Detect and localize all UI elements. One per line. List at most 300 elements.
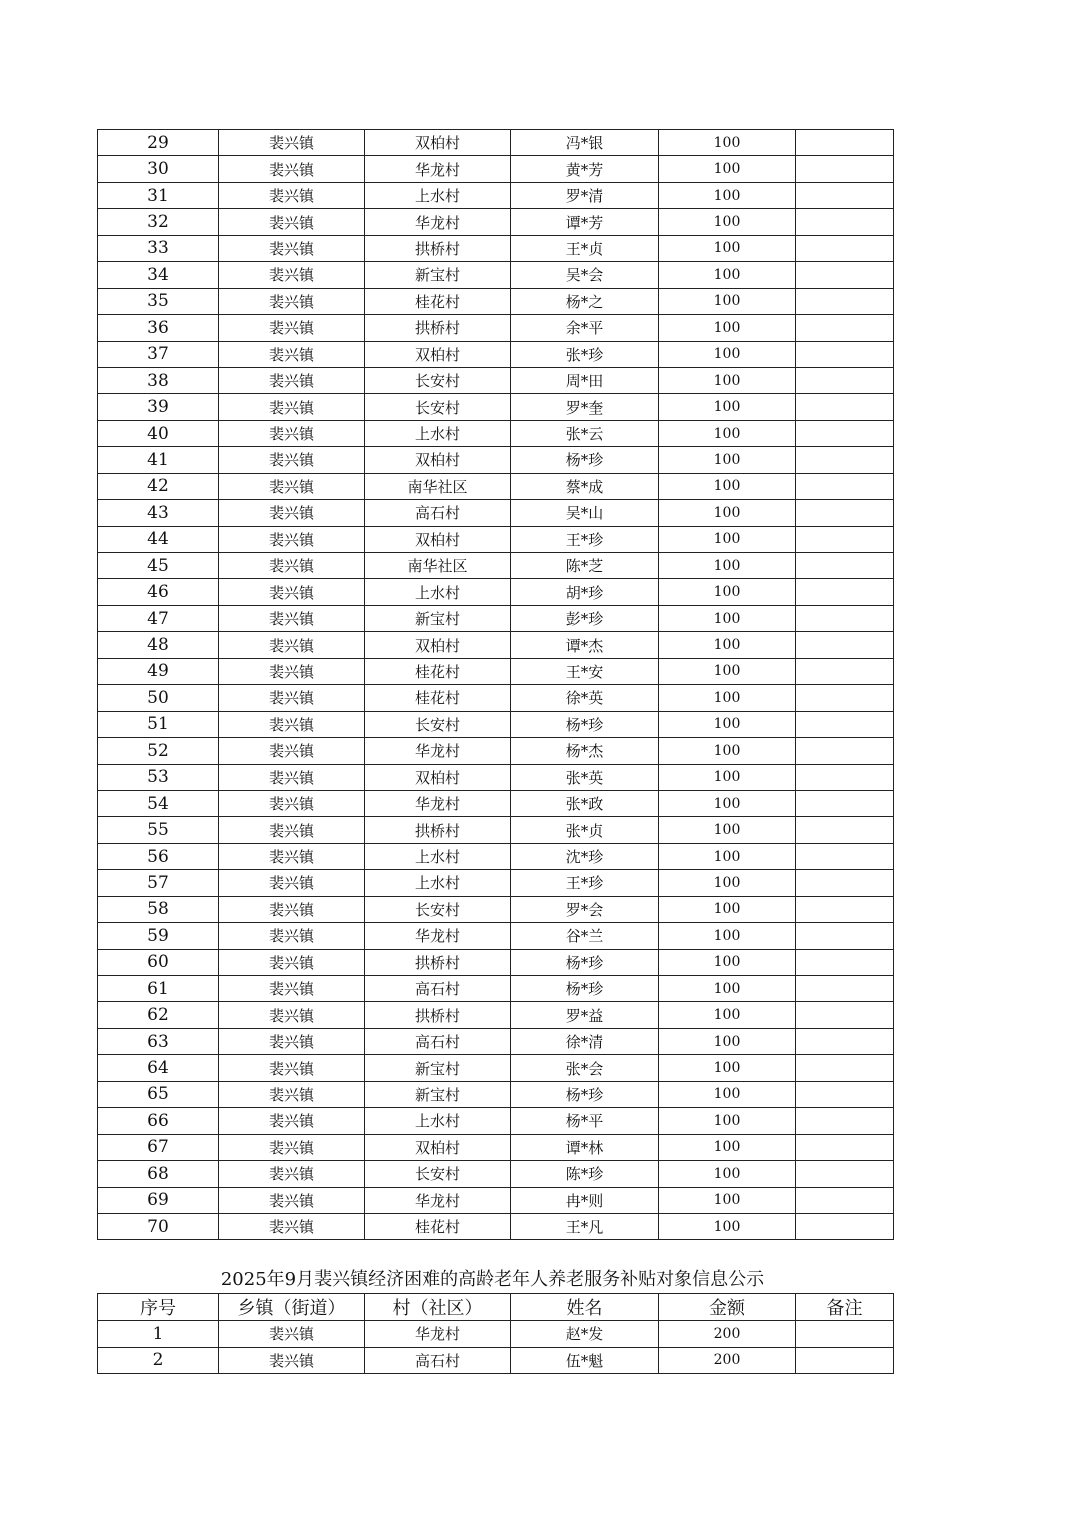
cell-note — [796, 579, 894, 605]
cell-note — [796, 1347, 894, 1374]
cell-amount: 100 — [659, 1002, 796, 1028]
cell-note — [796, 817, 894, 843]
cell-name: 谷*兰 — [511, 923, 659, 949]
subsidy-table-continued — [97, 129, 894, 1240]
cell-amount: 100 — [659, 1081, 796, 1107]
cell-name: 罗*清 — [511, 182, 659, 208]
table-row — [98, 1108, 894, 1134]
table-row — [98, 632, 894, 658]
cell-name: 杨*之 — [511, 288, 659, 314]
table-row — [98, 288, 894, 314]
cell-town: 裴兴镇 — [219, 658, 365, 684]
cell-town: 裴兴镇 — [219, 579, 365, 605]
cell-town: 裴兴镇 — [219, 870, 365, 896]
table-row — [98, 764, 894, 790]
cell-seq: 61 — [98, 976, 219, 1002]
cell-village: 长安村 — [365, 711, 511, 737]
cell-name: 陈*芝 — [511, 553, 659, 579]
cell-seq: 32 — [98, 209, 219, 235]
cell-name: 罗*奎 — [511, 394, 659, 420]
table-row — [98, 1161, 894, 1187]
cell-note — [796, 341, 894, 367]
table-row — [98, 1081, 894, 1107]
cell-village: 长安村 — [365, 367, 511, 393]
cell-amount: 100 — [659, 738, 796, 764]
cell-village: 新宝村 — [365, 1055, 511, 1081]
cell-amount: 100 — [659, 896, 796, 922]
cell-seq: 40 — [98, 420, 219, 446]
cell-town: 裴兴镇 — [219, 923, 365, 949]
cell-name: 胡*珍 — [511, 579, 659, 605]
cell-town: 裴兴镇 — [219, 632, 365, 658]
cell-town: 裴兴镇 — [219, 1134, 365, 1160]
cell-name: 杨*平 — [511, 1108, 659, 1134]
cell-note — [796, 711, 894, 737]
cell-town: 裴兴镇 — [219, 500, 365, 526]
cell-town: 裴兴镇 — [219, 738, 365, 764]
cell-name: 王*安 — [511, 658, 659, 684]
cell-note — [796, 367, 894, 393]
cell-note — [796, 447, 894, 473]
cell-note — [796, 790, 894, 816]
table-row — [98, 156, 894, 182]
cell-note — [796, 420, 894, 446]
cell-town: 裴兴镇 — [219, 1081, 365, 1107]
cell-note — [796, 923, 894, 949]
cell-amount: 100 — [659, 420, 796, 446]
table-row — [98, 447, 894, 473]
cell-town: 裴兴镇 — [219, 341, 365, 367]
cell-name: 黄*芳 — [511, 156, 659, 182]
table-row — [98, 1002, 894, 1028]
cell-name: 赵*发 — [511, 1321, 659, 1348]
cell-note — [796, 553, 894, 579]
cell-village: 拱桥村 — [365, 1002, 511, 1028]
table-row — [98, 341, 894, 367]
cell-seq: 58 — [98, 896, 219, 922]
cell-town: 裴兴镇 — [219, 1002, 365, 1028]
cell-name: 张*会 — [511, 1055, 659, 1081]
cell-seq: 35 — [98, 288, 219, 314]
cell-name: 蔡*成 — [511, 473, 659, 499]
cell-seq: 54 — [98, 790, 219, 816]
cell-name: 余*平 — [511, 315, 659, 341]
cell-seq: 45 — [98, 553, 219, 579]
cell-note — [796, 1108, 894, 1134]
table-row — [98, 1213, 894, 1239]
table-row — [98, 367, 894, 393]
table-row — [98, 315, 894, 341]
cell-seq: 63 — [98, 1028, 219, 1054]
cell-amount: 100 — [659, 605, 796, 631]
cell-amount: 100 — [659, 341, 796, 367]
cell-amount: 100 — [659, 632, 796, 658]
cell-note — [796, 1028, 894, 1054]
cell-amount: 100 — [659, 156, 796, 182]
cell-seq: 68 — [98, 1161, 219, 1187]
cell-town: 裴兴镇 — [219, 315, 365, 341]
cell-seq: 55 — [98, 817, 219, 843]
cell-name: 张*政 — [511, 790, 659, 816]
cell-seq: 34 — [98, 262, 219, 288]
cell-amount: 100 — [659, 182, 796, 208]
cell-name: 冯*银 — [511, 130, 659, 156]
cell-town: 裴兴镇 — [219, 473, 365, 499]
cell-note — [796, 288, 894, 314]
table-row — [98, 209, 894, 235]
table-row — [98, 1028, 894, 1054]
cell-amount: 200 — [659, 1347, 796, 1374]
cell-amount: 100 — [659, 209, 796, 235]
table-row — [98, 1134, 894, 1160]
cell-amount: 100 — [659, 288, 796, 314]
cell-seq: 47 — [98, 605, 219, 631]
cell-name: 杨*杰 — [511, 738, 659, 764]
cell-seq: 70 — [98, 1213, 219, 1239]
cell-note — [796, 1321, 894, 1348]
cell-note — [796, 632, 894, 658]
cell-village: 桂花村 — [365, 1213, 511, 1239]
cell-name: 伍*魁 — [511, 1347, 659, 1374]
cell-town: 裴兴镇 — [219, 526, 365, 552]
table-row — [98, 896, 894, 922]
table-row — [98, 130, 894, 156]
cell-village: 双柏村 — [365, 447, 511, 473]
cell-note — [796, 1187, 894, 1213]
table-row — [98, 500, 894, 526]
cell-seq: 62 — [98, 1002, 219, 1028]
cell-village: 华龙村 — [365, 156, 511, 182]
cell-seq: 1 — [98, 1321, 219, 1348]
cell-name: 陈*珍 — [511, 1161, 659, 1187]
table-row — [98, 1321, 894, 1348]
cell-village: 上水村 — [365, 579, 511, 605]
cell-town: 裴兴镇 — [219, 605, 365, 631]
cell-town: 裴兴镇 — [219, 156, 365, 182]
cell-name: 冉*则 — [511, 1187, 659, 1213]
cell-seq: 30 — [98, 156, 219, 182]
cell-town: 裴兴镇 — [219, 976, 365, 1002]
cell-seq: 44 — [98, 526, 219, 552]
cell-town: 裴兴镇 — [219, 420, 365, 446]
cell-seq: 38 — [98, 367, 219, 393]
cell-village: 华龙村 — [365, 1321, 511, 1348]
cell-amount: 100 — [659, 1055, 796, 1081]
header-town: 乡镇（街道） — [219, 1294, 365, 1321]
table-row — [98, 1347, 894, 1374]
cell-village: 新宝村 — [365, 605, 511, 631]
cell-name: 杨*珍 — [511, 447, 659, 473]
header-row — [98, 1294, 894, 1321]
cell-note — [796, 1134, 894, 1160]
cell-seq: 43 — [98, 500, 219, 526]
table-row — [98, 235, 894, 261]
cell-amount: 100 — [659, 1187, 796, 1213]
cell-amount: 100 — [659, 130, 796, 156]
cell-village: 桂花村 — [365, 685, 511, 711]
table-row — [98, 605, 894, 631]
cell-note — [796, 1081, 894, 1107]
cell-name: 徐*清 — [511, 1028, 659, 1054]
cell-seq: 66 — [98, 1108, 219, 1134]
cell-town: 裴兴镇 — [219, 553, 365, 579]
cell-name: 杨*珍 — [511, 976, 659, 1002]
cell-seq: 53 — [98, 764, 219, 790]
cell-seq: 29 — [98, 130, 219, 156]
cell-village: 双柏村 — [365, 764, 511, 790]
cell-name: 谭*芳 — [511, 209, 659, 235]
cell-name: 吴*会 — [511, 262, 659, 288]
cell-name: 张*英 — [511, 764, 659, 790]
cell-note — [796, 315, 894, 341]
cell-note — [796, 896, 894, 922]
cell-amount: 100 — [659, 553, 796, 579]
cell-name: 王*贞 — [511, 235, 659, 261]
header-amount: 金额 — [659, 1294, 796, 1321]
cell-amount: 100 — [659, 526, 796, 552]
cell-note — [796, 1161, 894, 1187]
cell-village: 双柏村 — [365, 341, 511, 367]
cell-village: 拱桥村 — [365, 315, 511, 341]
cell-seq: 39 — [98, 394, 219, 420]
cell-name: 周*田 — [511, 367, 659, 393]
cell-name: 王*珍 — [511, 526, 659, 552]
cell-town: 裴兴镇 — [219, 1108, 365, 1134]
cell-note — [796, 500, 894, 526]
cell-amount: 100 — [659, 394, 796, 420]
cell-town: 裴兴镇 — [219, 367, 365, 393]
cell-town: 裴兴镇 — [219, 1161, 365, 1187]
cell-amount: 100 — [659, 923, 796, 949]
cell-amount: 100 — [659, 315, 796, 341]
table-row — [98, 976, 894, 1002]
cell-town: 裴兴镇 — [219, 447, 365, 473]
cell-village: 上水村 — [365, 843, 511, 869]
cell-name: 吴*山 — [511, 500, 659, 526]
cell-amount: 100 — [659, 764, 796, 790]
cell-village: 新宝村 — [365, 1081, 511, 1107]
table-row — [98, 870, 894, 896]
cell-seq: 60 — [98, 949, 219, 975]
cell-village: 拱桥村 — [365, 235, 511, 261]
table-row — [98, 949, 894, 975]
cell-town: 裴兴镇 — [219, 1055, 365, 1081]
cell-note — [796, 1002, 894, 1028]
cell-town: 裴兴镇 — [219, 843, 365, 869]
subsidy-table-200 — [97, 1293, 894, 1374]
cell-amount: 100 — [659, 367, 796, 393]
cell-seq: 49 — [98, 658, 219, 684]
cell-note — [796, 976, 894, 1002]
cell-amount: 100 — [659, 817, 796, 843]
cell-town: 裴兴镇 — [219, 896, 365, 922]
cell-name: 彭*珍 — [511, 605, 659, 631]
cell-note — [796, 605, 894, 631]
cell-name: 杨*珍 — [511, 1081, 659, 1107]
cell-note — [796, 394, 894, 420]
table-row — [98, 658, 894, 684]
cell-note — [796, 1055, 894, 1081]
cell-village: 上水村 — [365, 870, 511, 896]
cell-town: 裴兴镇 — [219, 711, 365, 737]
cell-amount: 100 — [659, 976, 796, 1002]
cell-note — [796, 949, 894, 975]
cell-name: 张*珍 — [511, 341, 659, 367]
cell-village: 南华社区 — [365, 553, 511, 579]
cell-note — [796, 685, 894, 711]
cell-village: 长安村 — [365, 896, 511, 922]
cell-village: 上水村 — [365, 1108, 511, 1134]
cell-town: 裴兴镇 — [219, 394, 365, 420]
cell-amount: 100 — [659, 870, 796, 896]
cell-town: 裴兴镇 — [219, 288, 365, 314]
cell-note — [796, 182, 894, 208]
cell-village: 双柏村 — [365, 1134, 511, 1160]
cell-amount: 100 — [659, 790, 796, 816]
cell-village: 华龙村 — [365, 209, 511, 235]
cell-seq: 59 — [98, 923, 219, 949]
cell-seq: 48 — [98, 632, 219, 658]
cell-village: 桂花村 — [365, 288, 511, 314]
table-row — [98, 923, 894, 949]
cell-amount: 100 — [659, 235, 796, 261]
cell-town: 裴兴镇 — [219, 209, 365, 235]
cell-seq: 36 — [98, 315, 219, 341]
cell-village: 华龙村 — [365, 790, 511, 816]
cell-village: 拱桥村 — [365, 949, 511, 975]
cell-seq: 42 — [98, 473, 219, 499]
cell-town: 裴兴镇 — [219, 949, 365, 975]
cell-seq: 56 — [98, 843, 219, 869]
cell-amount: 100 — [659, 1213, 796, 1239]
cell-amount: 100 — [659, 949, 796, 975]
cell-village: 华龙村 — [365, 738, 511, 764]
cell-town: 裴兴镇 — [219, 764, 365, 790]
cell-village: 华龙村 — [365, 1187, 511, 1213]
cell-village: 新宝村 — [365, 262, 511, 288]
cell-note — [796, 870, 894, 896]
cell-note — [796, 526, 894, 552]
cell-name: 张*云 — [511, 420, 659, 446]
table-body — [98, 130, 894, 1240]
cell-note — [796, 262, 894, 288]
table-row — [98, 1055, 894, 1081]
cell-village: 高石村 — [365, 1347, 511, 1374]
cell-seq: 33 — [98, 235, 219, 261]
cell-seq: 67 — [98, 1134, 219, 1160]
cell-town: 裴兴镇 — [219, 262, 365, 288]
cell-name: 张*贞 — [511, 817, 659, 843]
cell-seq: 50 — [98, 685, 219, 711]
cell-town: 裴兴镇 — [219, 1347, 365, 1374]
table-row — [98, 685, 894, 711]
cell-note — [796, 473, 894, 499]
cell-seq: 57 — [98, 870, 219, 896]
cell-name: 罗*益 — [511, 1002, 659, 1028]
cell-town: 裴兴镇 — [219, 817, 365, 843]
cell-name: 杨*珍 — [511, 949, 659, 975]
cell-town: 裴兴镇 — [219, 235, 365, 261]
cell-village: 双柏村 — [365, 632, 511, 658]
cell-name: 罗*会 — [511, 896, 659, 922]
cell-seq: 41 — [98, 447, 219, 473]
table-row — [98, 738, 894, 764]
header-note: 备注 — [796, 1294, 894, 1321]
cell-village: 双柏村 — [365, 526, 511, 552]
cell-amount: 100 — [659, 658, 796, 684]
cell-amount: 100 — [659, 500, 796, 526]
cell-name: 沈*珍 — [511, 843, 659, 869]
cell-note — [796, 764, 894, 790]
cell-seq: 2 — [98, 1347, 219, 1374]
table-row — [98, 790, 894, 816]
cell-amount: 100 — [659, 447, 796, 473]
section-title: 2025年9月裴兴镇经济困难的高龄老年人养老服务补贴对象信息公示 — [220, 1269, 765, 1290]
cell-village: 双柏村 — [365, 130, 511, 156]
cell-village: 拱桥村 — [365, 817, 511, 843]
table-row — [98, 843, 894, 869]
cell-name: 谭*杰 — [511, 632, 659, 658]
cell-name: 王*珍 — [511, 870, 659, 896]
cell-amount: 100 — [659, 711, 796, 737]
cell-amount: 100 — [659, 579, 796, 605]
table-row — [98, 1187, 894, 1213]
cell-town: 裴兴镇 — [219, 182, 365, 208]
header-name: 姓名 — [511, 1294, 659, 1321]
table-row — [98, 579, 894, 605]
table-row — [98, 817, 894, 843]
table-row — [98, 553, 894, 579]
cell-seq: 31 — [98, 182, 219, 208]
table-row — [98, 473, 894, 499]
cell-amount: 100 — [659, 843, 796, 869]
cell-amount: 100 — [659, 1108, 796, 1134]
cell-village: 高石村 — [365, 976, 511, 1002]
table-row — [98, 526, 894, 552]
cell-amount: 200 — [659, 1321, 796, 1348]
cell-amount: 100 — [659, 262, 796, 288]
cell-seq: 65 — [98, 1081, 219, 1107]
cell-town: 裴兴镇 — [219, 1213, 365, 1239]
header-village: 村（社区） — [365, 1294, 511, 1321]
table-row — [98, 420, 894, 446]
cell-name: 徐*英 — [511, 685, 659, 711]
cell-village: 上水村 — [365, 182, 511, 208]
cell-village: 南华社区 — [365, 473, 511, 499]
table-row — [98, 182, 894, 208]
cell-seq: 52 — [98, 738, 219, 764]
cell-village: 上水村 — [365, 420, 511, 446]
cell-seq: 37 — [98, 341, 219, 367]
cell-amount: 100 — [659, 1161, 796, 1187]
cell-note — [796, 738, 894, 764]
cell-town: 裴兴镇 — [219, 1028, 365, 1054]
cell-village: 长安村 — [365, 394, 511, 420]
cell-note — [796, 235, 894, 261]
cell-note — [796, 156, 894, 182]
cell-seq: 46 — [98, 579, 219, 605]
table-row — [98, 711, 894, 737]
cell-amount: 100 — [659, 1134, 796, 1160]
cell-seq: 69 — [98, 1187, 219, 1213]
cell-town: 裴兴镇 — [219, 790, 365, 816]
cell-name: 谭*林 — [511, 1134, 659, 1160]
cell-amount: 100 — [659, 685, 796, 711]
cell-amount: 100 — [659, 1028, 796, 1054]
table-row — [98, 262, 894, 288]
table-body — [98, 1294, 894, 1374]
cell-village: 长安村 — [365, 1161, 511, 1187]
